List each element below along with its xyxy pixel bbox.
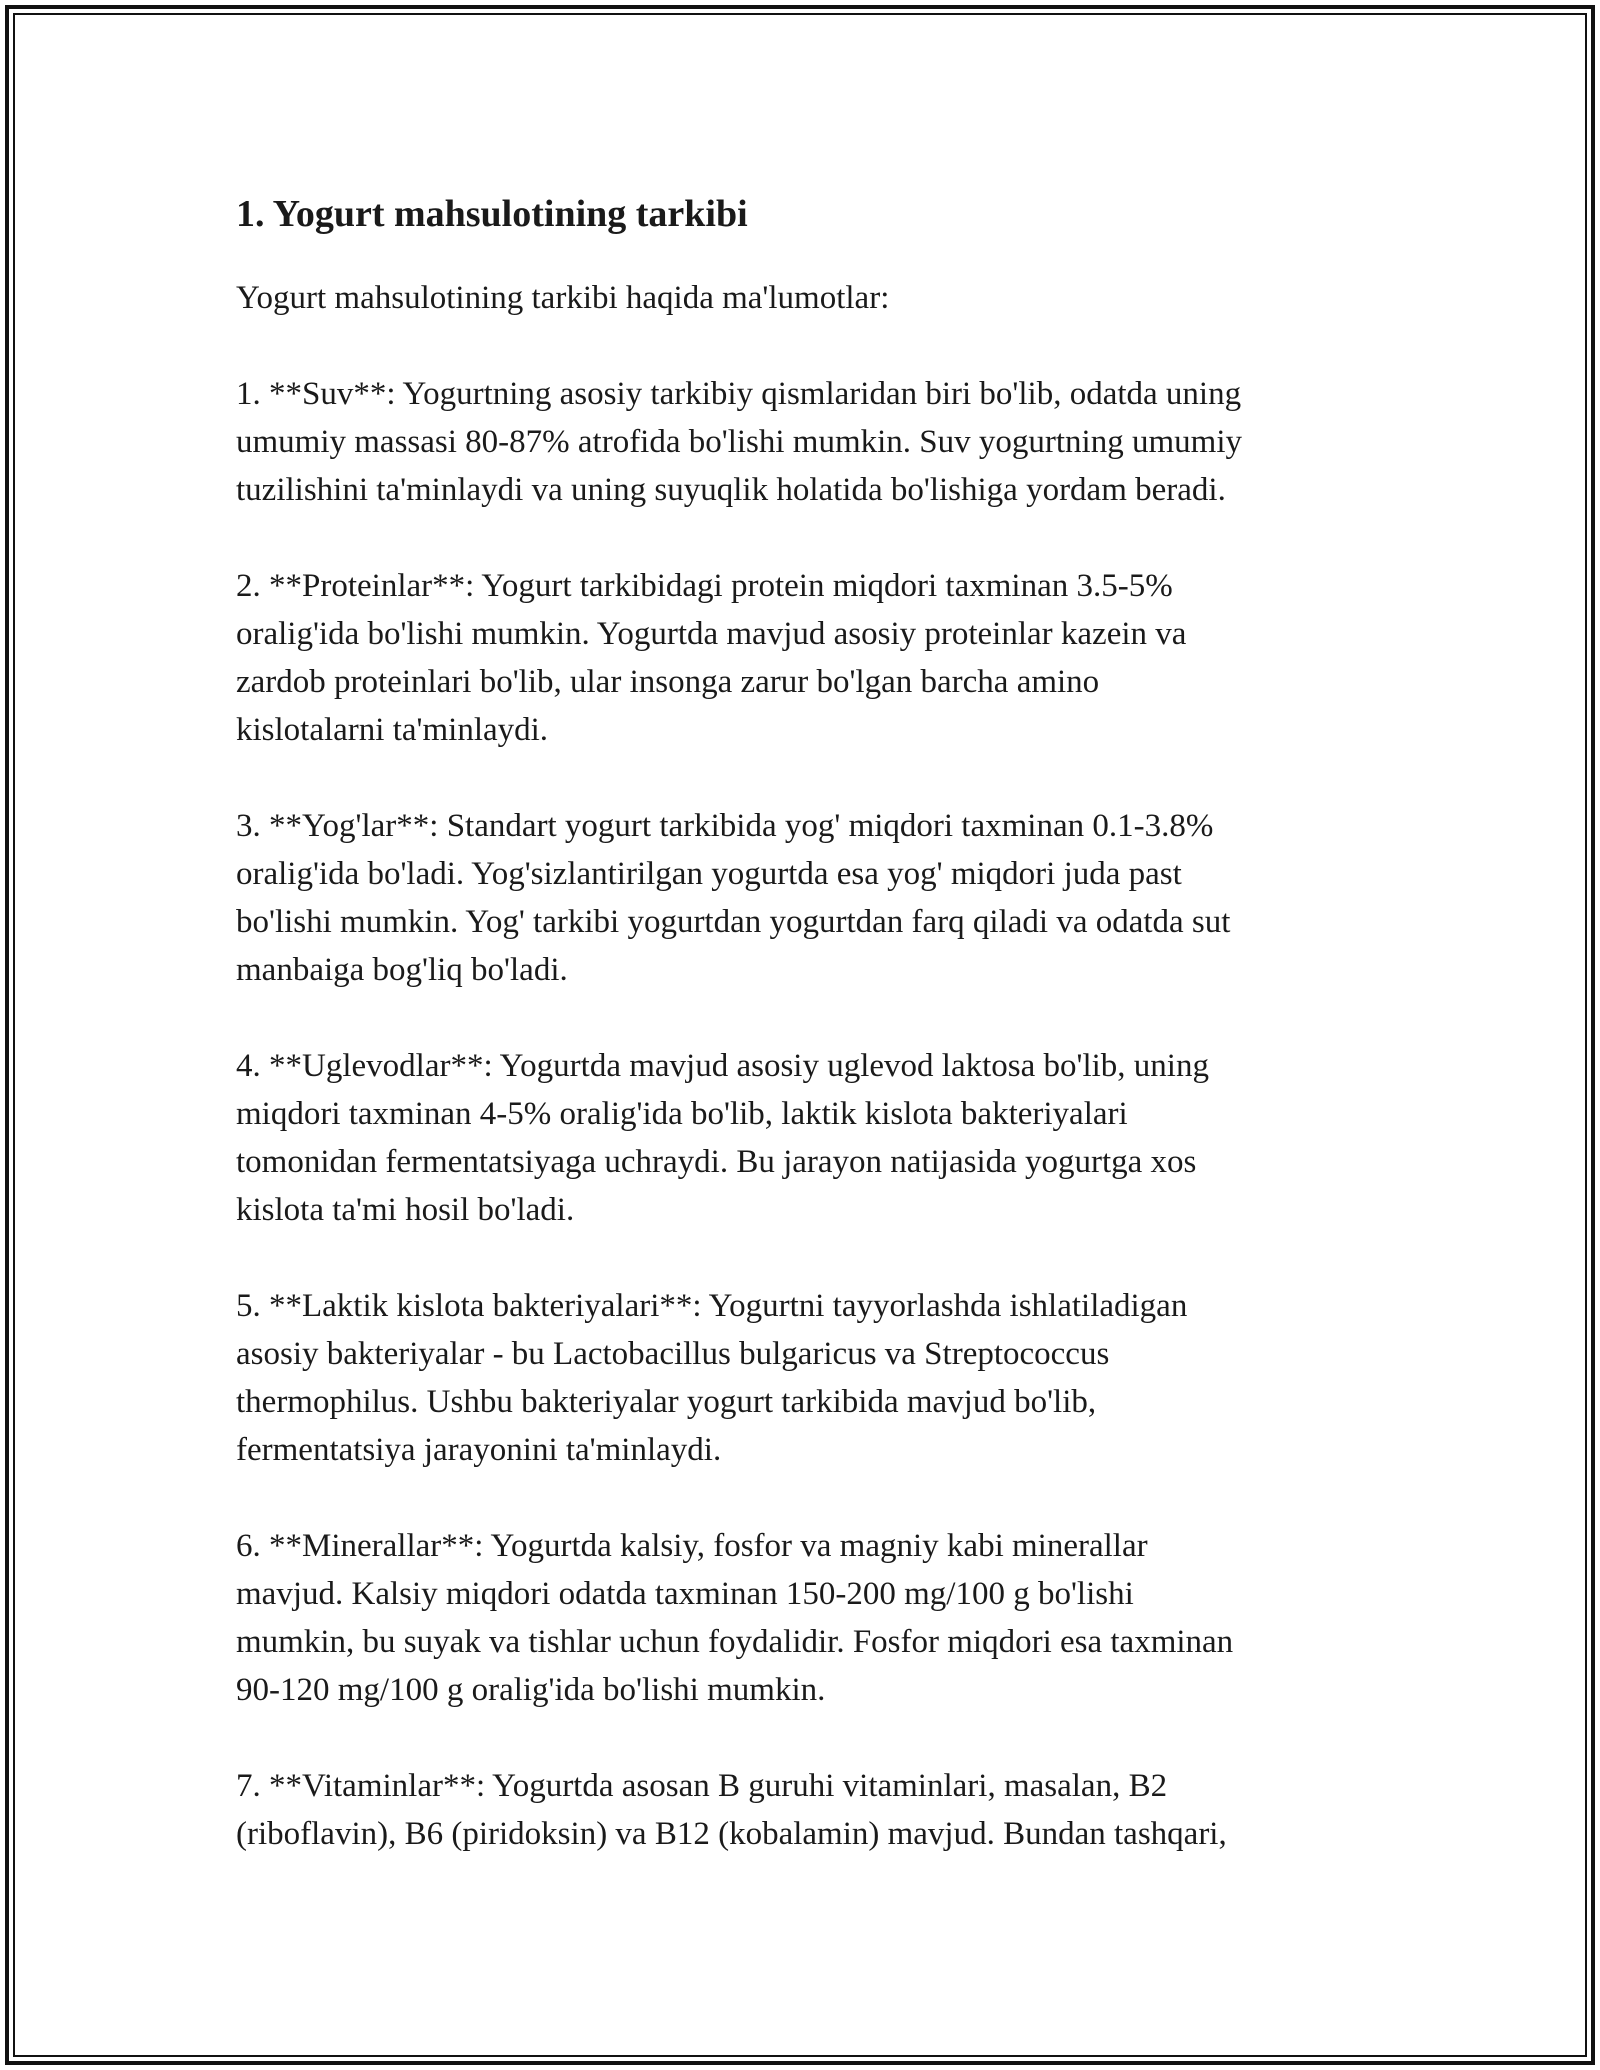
- list-item-bacteria: [236, 1282, 1386, 1474]
- text-line: thermophilus. Ushbu bakteriyalar yogurt tarkibida mavjud bo'lib,: [236, 1384, 1097, 1420]
- text-line: 4. **Uglevodlar**: Yogurtda mavjud asosiy uglevod laktosa bo'lib, uning: [236, 1048, 1209, 1084]
- text-line: miqdori taxminan 4-5% oralig'ida bo'lib, laktik kislota bakteriyalari: [236, 1096, 1128, 1132]
- text-line: manbaiga bog'liq bo'ladi.: [236, 952, 568, 988]
- text-line: 90-120 mg/100 g oralig'ida bo'lishi mumkin.: [236, 1672, 826, 1708]
- text-line: fermentatsiya jarayonini ta'minlaydi.: [236, 1432, 722, 1468]
- text-line: kislotalarni ta'minlaydi.: [236, 712, 549, 748]
- text-line: oralig'ida bo'lishi mumkin. Yogurtda mavjud asosiy proteinlar kazein va: [236, 616, 1187, 652]
- text-line: 6. **Minerallar**: Yogurtda kalsiy, fosfor va magniy kabi minerallar: [236, 1528, 1148, 1564]
- text-line: tuzilishini ta'minlaydi va uning suyuqlik holatida bo'lishiga yordam beradi.: [236, 472, 1226, 508]
- list-item-proteins: [236, 562, 1386, 754]
- list-item-water: [236, 370, 1386, 514]
- text-line: mavjud. Kalsiy miqdori odatda taxminan 150-200 mg/100 g bo'lishi: [236, 1576, 1134, 1612]
- list-item-minerals: [236, 1522, 1386, 1714]
- list-item-fats: [236, 802, 1386, 994]
- text-line: zardob proteinlari bo'lib, ular insonga zarur bo'lgan barcha amino: [236, 664, 1100, 700]
- text-line: 1. **Suv**: Yogurtning asosiy tarkibiy qismlaridan biri bo'lib, odatda uning: [236, 376, 1242, 412]
- text-line: 7. **Vitaminlar**: Yogurtda asosan B guruhi vitaminlari, masalan, B2: [236, 1768, 1168, 1804]
- text-line: 2. **Proteinlar**: Yogurt tarkibidagi protein miqdori taxminan 3.5-5%: [236, 568, 1173, 604]
- list-item-carbohydrates: [236, 1042, 1386, 1234]
- document-body: [236, 190, 1386, 1906]
- text-line: (riboflavin), B6 (piridoksin) va B12 (kobalamin) mavjud. Bundan tashqari,: [236, 1816, 1227, 1852]
- intro-paragraph: Yogurt mahsulotining tarkibi haqida ma'lumotlar:: [236, 280, 890, 316]
- text-line: asosiy bakteriyalar - bu Lactobacillus bulgaricus va Streptococcus: [236, 1336, 1110, 1372]
- text-line: umumiy massasi 80-87% atrofida bo'lishi mumkin. Suv yogurtning umumiy: [236, 424, 1242, 460]
- text-line: tomonidan fermentatsiyaga uchraydi. Bu jarayon natijasida yogurtga xos: [236, 1144, 1197, 1180]
- text-line: oralig'ida bo'ladi. Yog'sizlantirilgan yogurtda esa yog' miqdori juda past: [236, 856, 1182, 892]
- text-line: kislota ta'mi hosil bo'ladi.: [236, 1192, 575, 1228]
- list-item-vitamins: [236, 1762, 1386, 1858]
- text-line: mumkin, bu suyak va tishlar uchun foydalidir. Fosfor miqdori esa taxminan: [236, 1624, 1234, 1660]
- text-line: 5. **Laktik kislota bakteriyalari**: Yogurtni tayyorlashda ishlatiladigan: [236, 1288, 1188, 1324]
- section-heading: 1. Yogurt mahsulotining tarkibi: [236, 193, 748, 235]
- text-line: 3. **Yog'lar**: Standart yogurt tarkibida yog' miqdori taxminan 0.1-3.8%: [236, 808, 1214, 844]
- text-line: bo'lishi mumkin. Yog' tarkibi yogurtdan yogurtdan farq qiladi va odatda sut: [236, 904, 1231, 940]
